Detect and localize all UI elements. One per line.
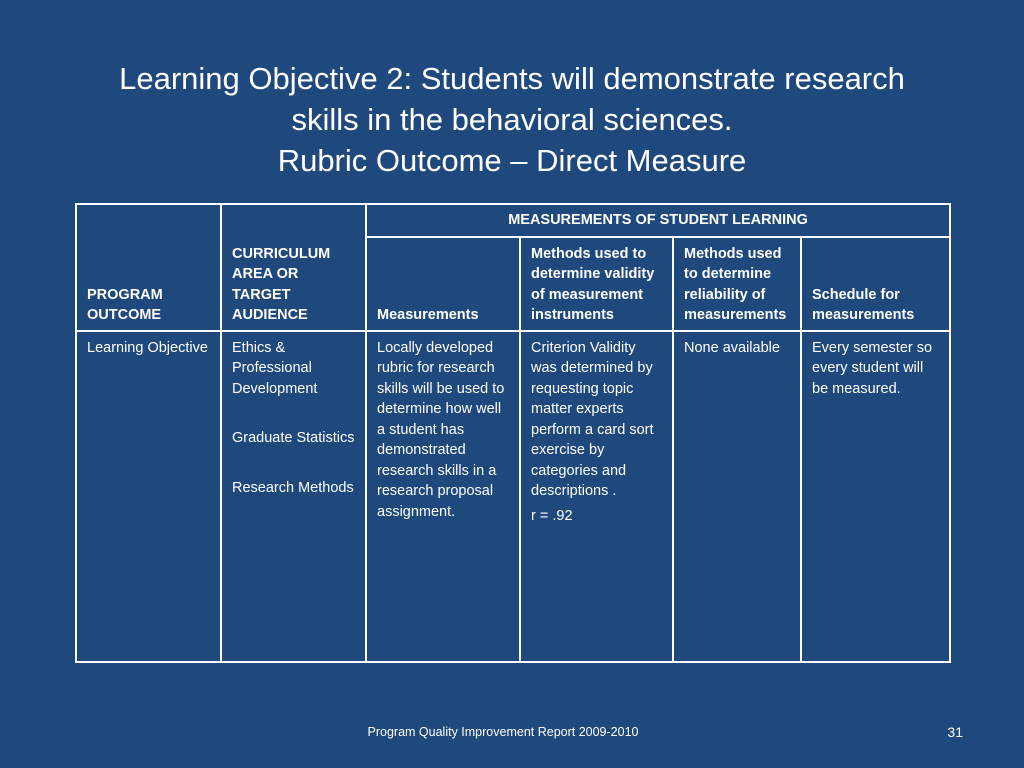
cell-validity — [520, 331, 673, 663]
curriculum-item: Ethics & Professional Development — [232, 339, 318, 397]
header-reliability: Methods used to determine reliability of measurements — [673, 237, 801, 331]
header-measurements: Measurements — [366, 237, 520, 331]
curriculum-item: Graduate Statistics — [232, 430, 355, 446]
title-line-1: Learning Objective 2: Students will demonstrate research — [119, 61, 905, 96]
title-line-2: skills in the behavioral sciences. — [291, 102, 733, 137]
header-program-outcome: PROGRAM OUTCOME — [76, 204, 221, 331]
table-header-row-1 — [76, 204, 950, 237]
header-schedule: Schedule for measurements — [801, 237, 950, 331]
header-curriculum: CURRICULUM AREA OR TARGET AUDIENCE — [221, 204, 366, 331]
cell-curriculum — [221, 331, 366, 663]
validity-text: Criterion Validity was determined by requesting topic matter experts perform a card sort exercise by categories and descriptions . — [531, 339, 654, 499]
validity-r-value: r = .92 — [531, 507, 573, 524]
cell-program-outcome: Learning Objective — [76, 331, 221, 663]
header-validity: Methods used to determine validity of measurement instruments — [520, 237, 673, 331]
cell-schedule: Every semester so every student will be measured. — [801, 331, 950, 663]
header-measurements-group: MEASUREMENTS OF STUDENT LEARNING — [366, 204, 950, 237]
title-line-3: Rubric Outcome – Direct Measure — [277, 143, 747, 178]
cell-reliability: None available — [673, 331, 801, 663]
slide-title — [0, 58, 1024, 181]
curriculum-item: Research Methods — [232, 479, 354, 496]
table-row — [76, 331, 950, 663]
page-number: 31 — [947, 724, 963, 740]
footer-text: Program Quality Improvement Report 2009-2010 — [367, 725, 639, 739]
cell-measurements: Locally developed rubric for research skills will be used to determine how well a student has demonstrated research skills in a research proposal assignment. — [366, 331, 520, 663]
rubric-table — [75, 203, 951, 663]
